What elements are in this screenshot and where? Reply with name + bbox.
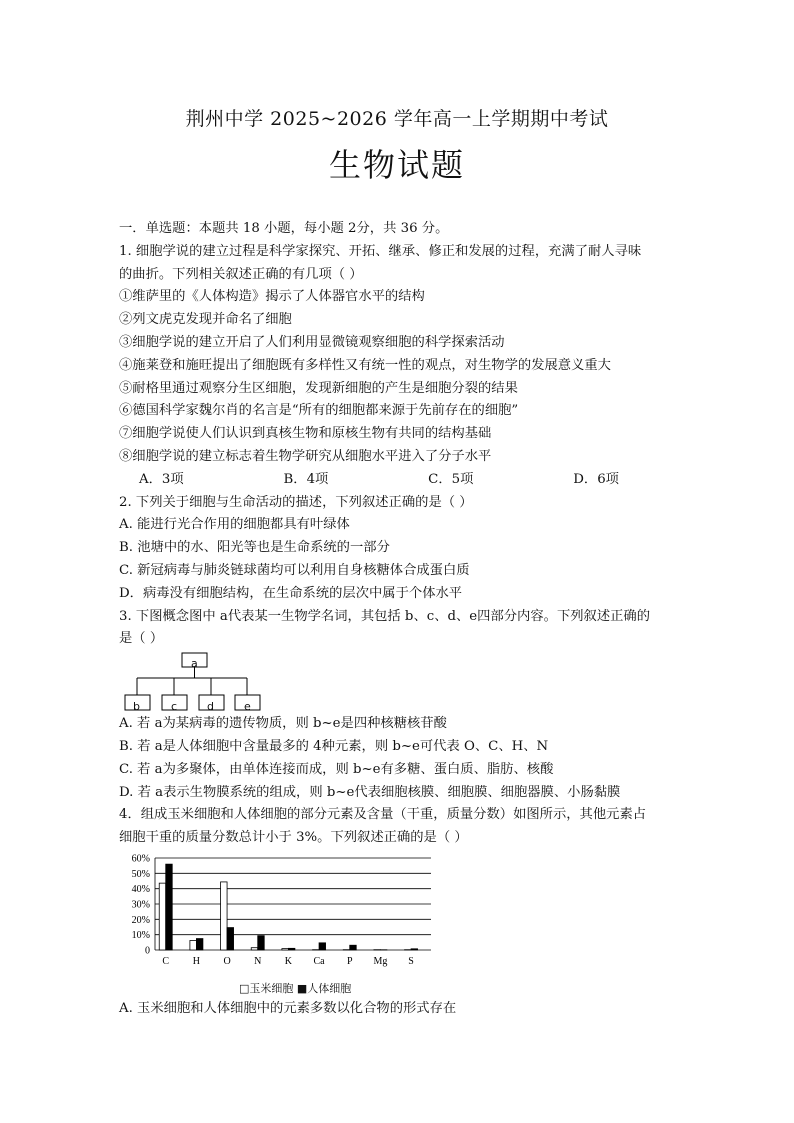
q1-item: ①维萨里的《人体构造》揭示了人体器官水平的结构 [119, 289, 425, 305]
q3-option-c: C. 若 a为多聚体，由单体连接而成，则 b~e有多糖、蛋白质、脂肪、核酸 [119, 761, 554, 777]
q1-option-a: A．3项 [139, 471, 184, 487]
bar-corn [221, 882, 228, 950]
bar-human [227, 928, 234, 950]
y-tick-label: 60% [131, 853, 150, 865]
element-bar-chart [119, 852, 439, 976]
q2-option-b: B. 池塘中的水、阳光等也是生命系统的一部分 [119, 540, 390, 556]
q1-item: ⑧细胞学说的建立标志着生物学研究从细胞水平进入了分子水平 [119, 448, 492, 464]
bar-human [411, 949, 418, 950]
q2-stem: 2. 下列关于细胞与生命活动的描述，下列叙述正确的是（ ） [119, 494, 473, 510]
bar-human [350, 945, 357, 950]
x-tick-label: Mg [373, 955, 388, 967]
x-tick-label: Ca [313, 955, 325, 967]
chart-legend: □玉米细胞 ■人体细胞 [239, 981, 352, 995]
q2-option-d: D．病毒没有细胞结构，在生命系统的层次中属于个体水平 [119, 585, 463, 601]
x-tick-label: S [408, 955, 414, 967]
y-tick-label: 30% [131, 899, 150, 911]
exam-title: 荆州中学 2025~2026 学年高一上学期期中考试 [185, 108, 609, 130]
q2-option-c: C. 新冠病毒与肺炎链球菌均可以利用自身核糖体合成蛋白质 [119, 562, 470, 578]
concept-diagram-lines [119, 651, 319, 713]
x-tick-label: O [223, 955, 231, 967]
bar-corn [159, 883, 166, 950]
y-tick-label: 40% [131, 884, 150, 896]
bar-human [319, 943, 326, 950]
question-content [119, 218, 679, 1021]
q3-option-a: A. 若 a为某病毒的遗传物质，则 b~e是四种核糖核苷酸 [119, 716, 447, 732]
q4-stem-line2: 细胞干重的质量分数总计小于 3%。下列叙述正确的是（ ） [119, 830, 468, 846]
q1-stem-line2: 的曲折。下列相关叙述正确的有几项（ ） [119, 266, 363, 282]
x-tick-label: N [254, 955, 262, 967]
y-tick-label: 10% [131, 930, 150, 942]
q1-options [119, 469, 679, 492]
q1-item: ③细胞学说的建立开启了人们利用显微镜观察细胞的科学探索活动 [119, 334, 505, 350]
bar-human [288, 948, 295, 950]
q3-option-d: D. 若 a表示生物膜系统的组成，则 b~e代表细胞核膜、细胞膜、细胞器膜、小肠黏膜 [119, 784, 621, 800]
bar-human [196, 938, 203, 949]
y-tick-label: 50% [131, 868, 150, 880]
bar-corn [282, 949, 289, 950]
x-tick-label: H [192, 955, 201, 967]
q1-item: ⑥德国科学家魏尔肖的名言是“所有的细胞都来源于先前存在的细胞” [119, 403, 519, 419]
q1-stem-line1: 1. 细胞学说的建立过程是科学家探究、开拓、继承、修正和发展的过程，充满了耐人寻味 [119, 243, 642, 259]
x-tick-label: C [162, 955, 170, 967]
diagram-node-d: d [207, 700, 214, 714]
q1-option-b: B．4项 [283, 471, 329, 487]
diagram-node-c: c [171, 700, 178, 714]
q1-item: ⑤耐格里通过观察分生区细胞，发现新细胞的产生是细胞分裂的结果 [119, 380, 518, 396]
y-tick-label: 0 [145, 945, 150, 957]
bar-human [166, 864, 173, 950]
diagram-node-a: a [191, 657, 198, 671]
x-tick-label: K [284, 955, 293, 967]
q1-item: ⑦细胞学说使人们认识到真核生物和原核生物有共同的结构基础 [119, 426, 492, 442]
q1-item: ②列文虎克发现并命名了细胞 [119, 312, 292, 328]
q1-option-c: C．5项 [428, 471, 474, 487]
diagram-node-e: e [244, 700, 251, 714]
q1-option-d: D．6项 [573, 471, 619, 487]
section-heading: 一．单选题：本题共 18 小题，每小题 2分，共 36 分。 [119, 221, 449, 236]
diagram-node-b: b [133, 700, 140, 714]
bar-human [258, 936, 265, 950]
q1-item: ④施莱登和施旺提出了细胞既有多样性又有统一性的观点，对生物学的发展意义重大 [119, 357, 611, 373]
q2-option-a: A. 能进行光合作用的细胞都具有叶绿体 [119, 517, 350, 533]
concept-diagram [119, 651, 679, 713]
bar-corn [251, 948, 258, 950]
q3-stem-line2: 是（ ） [119, 631, 164, 647]
q3-option-b: B. 若 a是人体细胞中含量最多的 4种元素，则 b~e可代表 O、C、H、N [119, 738, 549, 754]
q4-stem-line1: 4．组成玉米细胞和人体细胞的部分元素及含量（干重，质量分数）如图所示，其他元素占 [119, 807, 647, 823]
element-content-chart [119, 852, 679, 998]
y-tick-label: 20% [131, 914, 150, 926]
q4-option-a: A. 玉米细胞和人体细胞中的元素多数以化合物的形式存在 [119, 1000, 457, 1016]
x-tick-label: P [346, 955, 353, 967]
subject-title: 生物试题 [328, 146, 465, 184]
q3-stem-line1: 3. 下图概念图中 a代表某一生物学名词，其包括 b、c、d、e四部分内容。下列叙述正确的 [119, 608, 651, 624]
bar-corn [190, 940, 197, 950]
